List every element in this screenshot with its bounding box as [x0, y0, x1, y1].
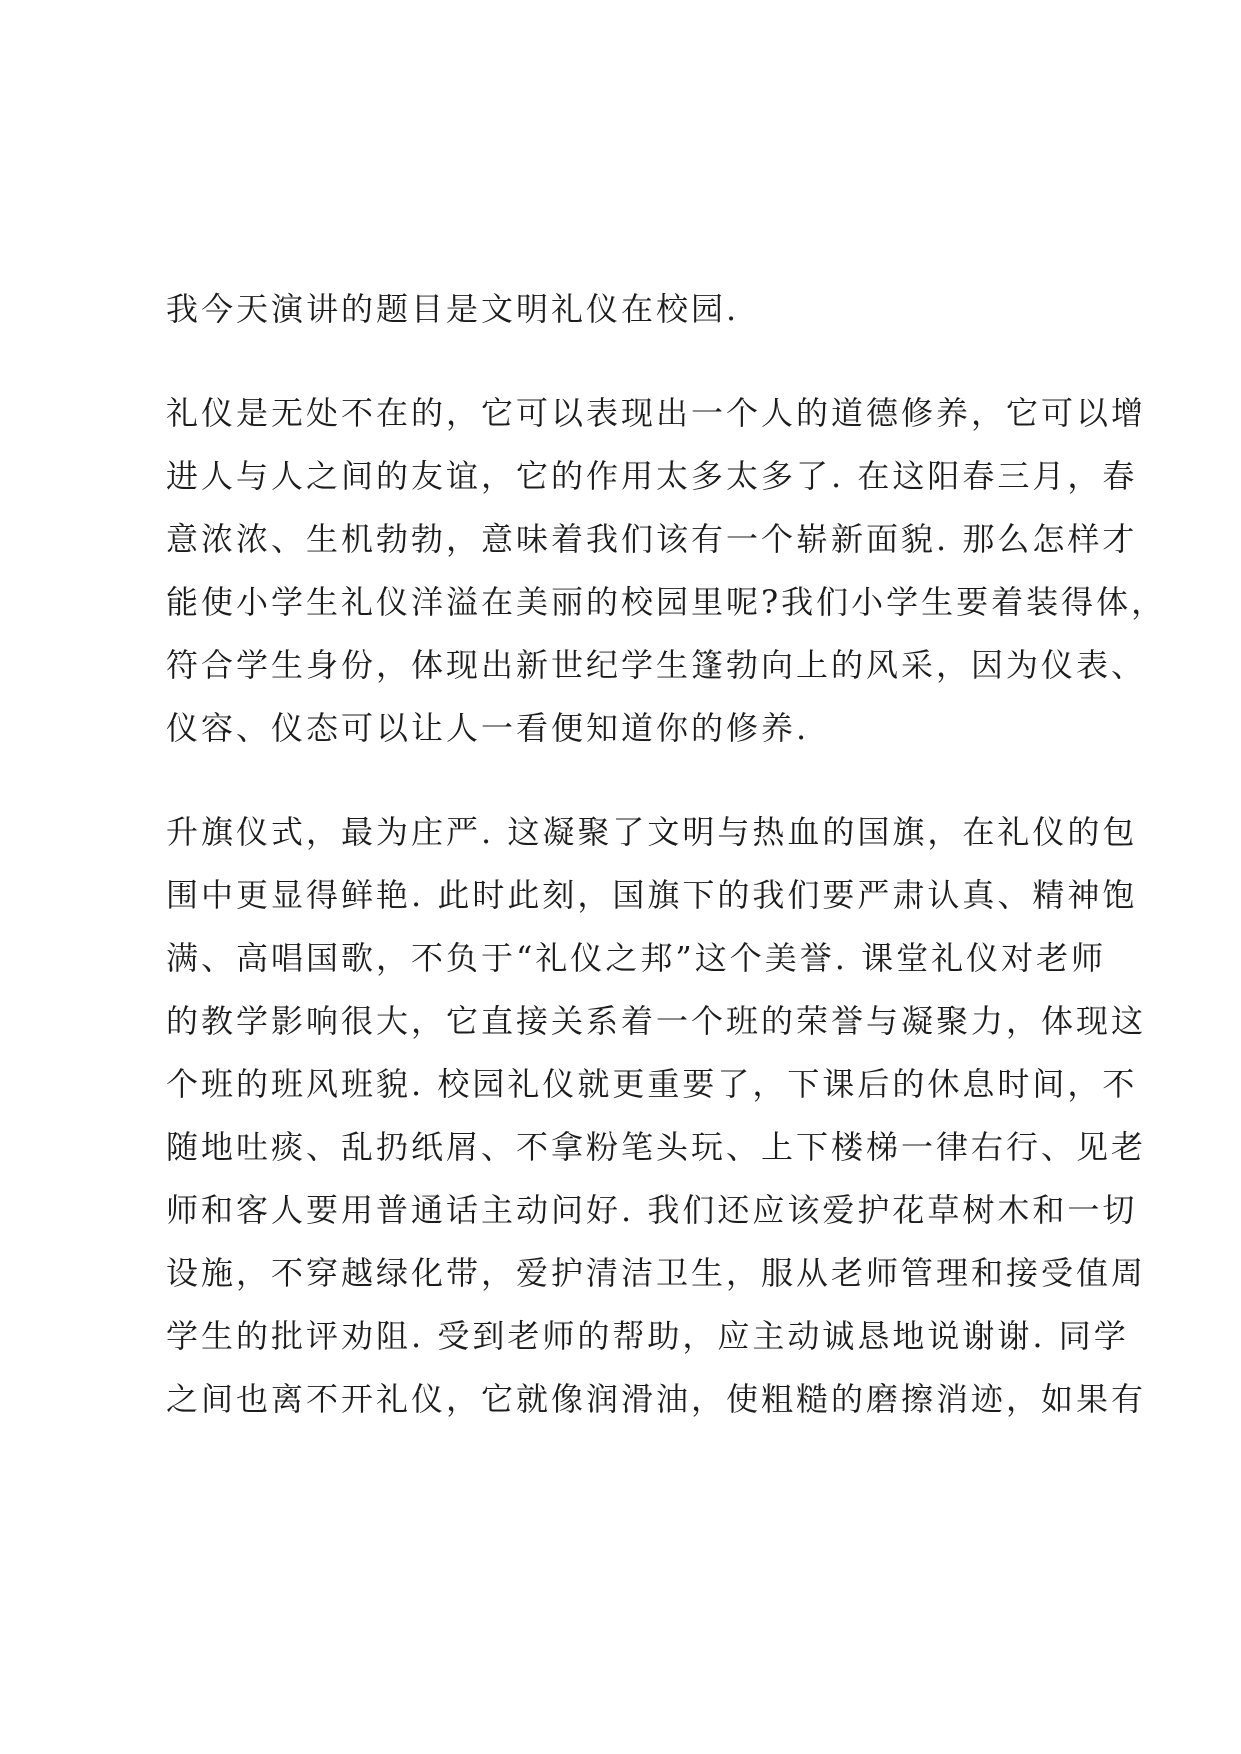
text-line: 师和客人要用普通话主动问好. 我们还应该爱护花草树木和一切 [166, 1191, 1138, 1229]
text-line: 随地吐痰、乱扔纸屑、不拿粉笔头玩、上下楼梯一律右行、见老 [166, 1128, 1147, 1166]
text-line: 学生的批评劝阻. 受到老师的帮助，应主动诚恳地说谢谢. 同学 [166, 1317, 1129, 1355]
text-line: 围中更显得鲜艳. 此时此刻，国旗下的我们要严肃认真、精神饱 [166, 876, 1138, 914]
text-line: 设施，不穿越绿化带，爱护清洁卫生，服从老师管理和接受值周 [166, 1254, 1147, 1292]
text-line: 的教学影响很大，它直接关系着一个班的荣誉与凝聚力，体现这 [166, 1002, 1147, 1040]
text-line: 升旗仪式，最为庄严. 这凝聚了文明与热血的国旗，在礼仪的包 [166, 813, 1138, 851]
text-line: 之间也离不开礼仪，它就像润滑油，使粗糙的磨擦消迹，如果有 [166, 1380, 1147, 1418]
text-line: 个班的班风班貌. 校园礼仪就更重要了，下课后的休息时间，不 [166, 1065, 1138, 1103]
document-body [166, 290, 1167, 1443]
paragraph-title-sentence [166, 290, 1090, 328]
text-line: 仪容、仪态可以让人一看便知道你的修养. [166, 709, 810, 747]
text-line: 进人与人之间的友谊，它的作用太多太多了. 在这阳春三月，春 [166, 457, 1138, 495]
text-line: 意浓浓、生机勃勃，意味着我们该有一个崭新面貌. 那么怎样才 [166, 520, 1138, 558]
text-line: 礼仪是无处不在的，它可以表现出一个人的道德修养，它可以增 [166, 394, 1147, 432]
text-line: 满、高唱国歌，不负于“礼仪之邦”这个美誉. 课堂礼仪对老师 [166, 939, 1107, 977]
text-line: 能使小学生礼仪洋溢在美丽的校园里呢?我们小学生要着装得体， [166, 583, 1167, 621]
paragraph-etiquette-intro [166, 394, 1167, 747]
paragraph-flag-ceremony [166, 813, 1147, 1418]
text-line: 我今天演讲的题目是文明礼仪在校园. [166, 290, 740, 328]
text-line: 符合学生身份，体现出新世纪学生篷勃向上的风采，因为仪表、 [166, 646, 1147, 684]
